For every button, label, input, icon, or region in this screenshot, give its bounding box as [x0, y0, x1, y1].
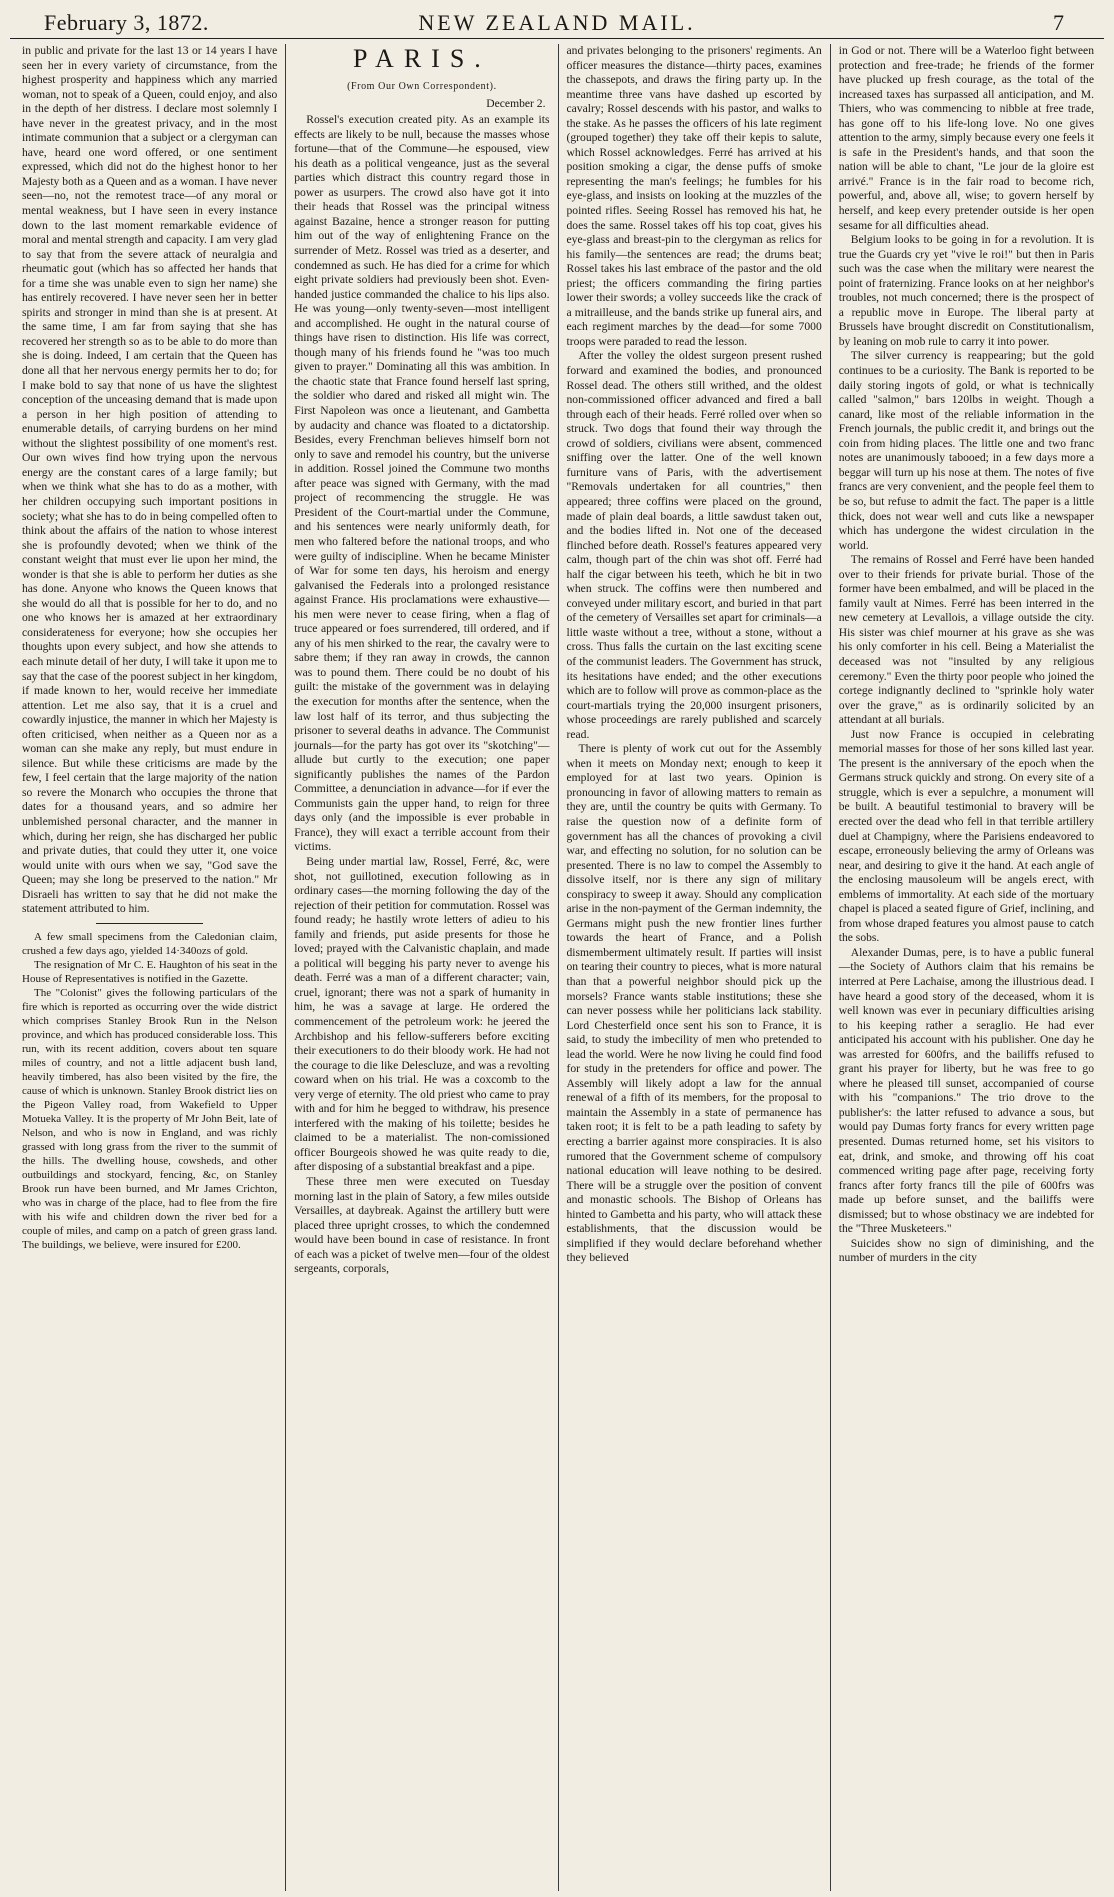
stanley-brook-fire-item: The "Colonist" gives the following particulars of the fire which is reported as occurring over the wide district which comprises Stanley Brook Run in the Nelson province, and which has produced considerable loss. This run, with its recent addition, covers about ten square miles of country, and not a little adjacent bush land, heavily timbered, has also been visited by the fire, the cause of which is unknown. Stanley Brook district lies on the Pigeon Valley road, from Wakefield to Upper Motueka Valley. It is the property of Mr John Beit, late of Nelson, and who is now in England, and was richly grassed with long grass from the river to the summit of the hills. The dwelling house, cowsheds, and other outbuildings and stockyard, fencing, &c, on Stanley Brook run have been burned, and Mr James Crichton, who was in charge of the place, had to flee from the fire with his wife and children down the river bed for a couple of miles, and camp on a patch of green grass land. The buildings, we believe, were insured for £200. — [22, 986, 278, 1251]
paris-paragraph: Rossel's execution created pity. As an example its effects are likely to be null, because the masses whose fortune—that of the Commune—he espoused, view his death as a political vengeance, just as the several parties which distract this country regard those in power as usurpers. The crowd also have got it into their heads that Rossel was the principal witness against Bazaine, hence a stronger reason for putting him out of the way of enlightening France on the surrender of Metz. Rossel was tried as a deserter, and condemned as such. He has died for a crime for which eight private soldiers had previously been shot. Even-handed justice commanded the chalice to his lips also. He was young—only twenty-seven—most intelligent and accomplished. He ought in the natural course of things have risen to distinction. His life was correct, though many of his friends found he "was too much given to prayer." Dominating all this was ambition. In the chaotic state that France found herself last spring, the soldier who dared and risked all might win. The First Napoleon was once a lieutenant, and Gambetta by audacity and chance was floated to a dictatorship. Besides, every Frenchman believes himself born not only to save and remodel his country, but the universe in addition. Rossel joined the Commune two months after peace was signed with Germany, with the mad project of recommencing the struggle. He was President of the Court-martial under the Commune, and his sentences were nearly uniformly death, for men who faltered before the national troops, and who were guilty of indiscipline. When he became Minister of War for some ten days, his heroism and energy galvanised the Federals into a prolonged resistance against France. His proclamations were exhaustive—his men were never to cease firing, when a flag of truce appeared or foes surrendered, till ordered, and if any of his men shirked to the rear, the cavalry were to sabre them; if they ran away in crowds, the cannon was to pound them. There could be no doubt of his guilt: the mistake of the government was in delaying the execution for months after the sentence, when the law lost half of its terror, and thus subjecting the prisoner to several deaths in advance. The Communist journals—for the party has got over its "skotching"—allude but curtly to the execution; one paper significantly publishes the names of the Pardon Committee, a denunciation in advance—for if ever the Communists gain the upper hand, to reign for three days only (and the impossible is ever probable in France), they will exact a terrible account from their victims. — [294, 113, 550, 854]
paris-paragraph: Suicides show no sign of diminishing, and the number of murders in the city — [838, 1236, 1094, 1265]
dateline: December 2. — [486, 96, 546, 110]
section-divider — [96, 923, 203, 924]
correspondent-subheading: (From Our Own Correspondent). — [347, 81, 497, 92]
paris-paragraph: and privates belonging to the prisoners' regiments. An officer measures the distance—thirty paces, examines the chassepots, and draws the firing party up. In the meantime three vans have dashed up escorted by cavalry; Rossel descends with his pastor, and walks to the stake. As he passes the officers of his late regiment (grouped together) they take off their kepis to salute, which Rossel acknowledges. Ferré has arrived at his position smoking a cigar, the dense puffs of smoke representing the man's feelings; he fumbles for his eye-glass, and insists on looking at the muzzles of the pointed rifles. Seeing Rossel has removed his hat, he does the same. Rossel takes off his top coat, gives his eye-glass and breast-pin to the clergyman as relics for his family—the sentences are read; the drums beat; Rossel takes his last embrace of the pastor and the old priest; the officers commanding the firing parties lower their swords; a volley succeeds like the crack of a mitrailleuse, and the bands strike up funeral airs, and each regiment marches by the dead—for some 7000 troops were paraded to read the lesson. — [566, 44, 822, 348]
columns — [14, 44, 1102, 1891]
resignation-item: The resignation of Mr C. E. Haughton of his seat in the House of Representatives is notified in the Gazette. — [22, 958, 278, 985]
column-1 — [14, 44, 285, 1891]
paris-paragraph: Alexander Dumas, pere, is to have a public funeral—the Society of Authors claim that his remains be interred at Pere Lachaise, among the illustrious dead. I have heard a good story of the deceased, whom it is well known was ever in pecuniary difficulties arising to his keeping rather a seraglio. He had ever anticipated his account with his publisher. One day he was arrested for 600frs, and the bailiffs refused to grant his prayer for liberty, but he was free to go where he pleased till sunset, accompanied of course with his "companions." The trio drove to the publisher's: the latter refused to advance a sous, but would pay Dumas forty francs for every written page presented. Dumas returned home, set his visitors to eat, drink, and smoke, and throwing off his coat commenced writing page after page, receiving forty francs after forty francs till the pile of 600frs was made up before sunset, and the bailiffs were dismissed; but to whose obstinacy we are indebted for the "Three Musketeers." — [838, 945, 1094, 1236]
newspaper-title: NEW ZEALAND MAIL. — [418, 10, 696, 35]
paris-paragraph: After the volley the oldest surgeon present rushed forward and examined the bodies, and pronounced Rossel dead. The others still writhed, and the oldest non-commissioned officer advanced and fired a ball through each of their heads. Ferré rolled over when so struck. Two dogs that found their way through the crowd of soldiers, civilians were absent, commenced sniffing over the latter. One of the well known furniture vans of Paris, with the advertisement "Removals undertaken for all countries," then appeared; three coffins were placed on the ground, made of plain deal boards, a little sawdust taken out, and the bodies lifted in. Not one of the deceased flinched before death. Rossel's features appeared very calm, though part of the chin was shot off. Ferré had half the cigar between his teeth, which he bit in two when struck. The coffins were then numbered and conveyed under military escort, and buried in that part of the cemetery of Versailles set apart for criminals—a little waste without a tree, without a stone, without a cross. Thus falls the curtain on the last exciting scene of the communist leaders. The Government has struck, its hesitations have ended; and the other executions which are to follow will prove as common-place as the court-martials trying the 20,000 insurgent prisoners, whose proceedings are rarely published and scarcely read. — [566, 349, 822, 741]
paris-paragraph: in God or not. There will be a Waterloo fight between protection and free-trade; he friends of the former have plucked up fresh courage, as the total of the increased taxes has surpassed all anticipation, and M. Thiers, who was commencing to nibble at free trade, has gone off to his life-long love. No one gives attention to the army, simply because every one feels it is safe in the President's hands, and that soon the nation will be able to chant, "Le jour de la gloire est arrivé." France is in the fair road to become rich, powerful, and, above all, wise; to govern herself by herself, and keep every pretender outside is her open sesame for all difficulties ahead. — [838, 44, 1094, 232]
news-items — [22, 930, 277, 1252]
gold-specimen-item: A few small specimens from the Caledonian claim, crushed a few days ago, yielded 14·340ozs of gold. — [22, 930, 278, 957]
paris-paragraph: Being under martial law, Rossel, Ferré, &c, were shot, not guillotined, execution following as in ordinary cases—the morning following the day of the rejection of their petition for commutation. Rossel was found ready; he hastily wrote letters of adieu to his family and friends, put aside presents for those he loved; prayed with the Calvanistic chaplain, and made a political will begging his party never to avenge his death. Ferré was a man of a different character; vain, cruel, ignorant; there was not a spark of humanity in him, he was a savage at large. He ordered the commencement of the petroleum work: he jeered the Archbishop and his fellow-sufferers before exciting their executioners to do their bloody work. He had not the courage to die like Delescluze, and was a revolting coward when on his trial. He was a coxcomb to the very verge of eternity. The old priest who came to pray with and for him he begged to withdraw, his presence interfered with the making of his toilette; besides he claimed to be a materialist. The non-comissioned officer Bourgeois showed he was quite ready to die, after disposing of a substantial breakfast and a pipe. — [294, 854, 550, 1174]
column-4 — [830, 44, 1102, 1891]
paris-paragraph: The remains of Rossel and Ferré have been handed over to their friends for private burial. Those of the former have been embalmed, and will be placed in the family vault at Nimes. Ferré has been interred in the new cemetery at Levallois, a village outside the city. His sister was chief mourner at his grave as she was his only comforter in his cell. Being a Materialist the deceased was not "insulted by any religious ceremony." Even the thirty poor people who joined the cortege indignantly declined to "sprinkle holy water over the grave," as is ordinarily solicited by an attendant at all burials. — [838, 553, 1094, 727]
page-number: 7 — [1053, 10, 1064, 35]
issue-date: February 3, 1872. — [44, 10, 209, 35]
paris-paragraph: Just now France is occupied in celebrating memorial masses for those of her sons killed last year. The present is the anniversary of the epoch when the Germans struck quickly and strong. On every site of a struggle, which is ever a sepulchre, a monument will be built. A beautiful testimonial to bravery will be erected over the dead who fell in that terrible artillery duel at Champigny, where the Parisiens endeavored to escape, erroneously believing the army of Orleans was near, and desiring to give it the hand. At each angle of the enclosing mausoleum will be angels erect, with emblems of immortality. At each side of the mortuary chapel is placed a seated figure of Grief, inclining, and from whose draped features you almost pause to catch the sobs. — [838, 727, 1094, 945]
queen-article-text: in public and private for the last 13 or 14 years I have seen her in every variety of circumstance, from the highest prosperity and happiness which any married woman, not to speak of a Queen, could enjoy, and also in the depth of her distress. I declare most solemnly I have never in the greatest privacy, and in the most intimate communion that a subject or a clergyman can have, heard one word offered, or one sentiment expressed, which did not do the highest honor to her Majesty both as a Queen and as a woman. I have never seen—no, not the remotest trace—of any moral or mental weakness, but I have seen in every instance down to the last moment remarkable evidence of moral and mental strength and capacity. I am very glad to say that from the severe attack of neuralgia and rheumatic gout (which has so affected her hands that for a time she was unable even to sign her name) she has entirely recovered. I have never seen her in better spirits and stronger in mind than she is at present. At the same time, I am far from saying that she has recovered her strength so as to be able to do more than she is doing. Indeed, I am certain that the Queen has done all that her nervous energy permits her to do; for I make bold to say that none of us have the slightest conception of the unceasing demand that is made upon a person in her high position of attending to enumerable details, of carrying burdens on her mind without the slightest possibility of one moment's rest. Our own wives find how trying upon the nervous energy are the constant cares of a large family; but when we think what she has to do as a mother, with her children occupying such important positions in society; what she has to do in being compelled often to think about the affairs of the nation to whose interest she is profoundly devoted; when we think of the constant weight that must ever lie upon her mind, the wonder is that she is able to perform her duties as she has done. Anyone who knows the Queen knows that she would do all that is possible for her to do, and no one who knows her is amazed at her extraordinary considerateness for everyone; how she occupies her thoughts upon every subject, and how she attends to each minute detail of her duty, I will take it upon me to say that the case of the poorest subject in her kingdom, if made known to her, would receive her immediate attention. Let me also say, that it is a cruel and cowardly injustice, the manner in which her Majesty is often criticised, when neither as a Queen nor as a woman can she make any reply, but must endure in silence. But while these criticisms are made by the few, I feel certain that the large majority of the nation so revere the Monarch who occupies the throne that dates for a thousand years, and so admire her unblemished personal character, and the manner in which, during her reign, she has discharged her public and private duties, that could they utter it, one voice would unite with ours when we say, "God save the Queen; may she long be preserved to the nation." Mr Disraeli has written to say that he did not make the statement attributed to him. — [22, 44, 278, 916]
masthead — [10, 8, 1104, 39]
paris-paragraph: There is plenty of work cut out for the Assembly when it meets on Monday next; enough to keep it employed for at last two years. Opinion is pronouncing in favor of allowing matters to remain as they are, until the country be quits with Germany. To raise the question now of a definite form of government has all the chances of provoking a civil war, and effecting no solution, for no solution can be presented. There is no law to compel the Assembly to dissolve itself, nor is there any sign of military conspiracy to sweep it away. Should any complication arise in the non-payment of the German indemnity, the Germans might push the new frontier lines further towards the heart of France, and a Polish dismemberment ultimately result. If parties will insist on tearing their country to pieces, what is more natural than that a powerful neighbor should pick up the morsels? France wants stable institutions; these she can never possess while her politicians lack stability. Lord Chesterfield once sent his son to France, it is said, to study the imbecility of men who pretended to lead the world. Were he now living he could find food for study in the pretenders for office and power. The Assembly will likely adopt a law for the annual renewal of a fifth of its members, for the proposal to maintain the Assembly in a state of permanence has taken root; it is felt to be a path leading to safety by erecting a barrier against more conspiracies. It is also rumored that the Government scheme of compulsory national education will leave nothing to be desired. There will be a struggle over the position of convent and monastic schools. The Bishop of Orleans has hinted to Gambetta and his party, who will attack these establishments, that the discussion would be simplified if they would declare beforehand whether they believed — [566, 742, 822, 1265]
paris-heading: PARIS. — [352, 44, 491, 73]
column-2 — [285, 44, 557, 1891]
column-3 — [558, 44, 830, 1891]
paris-paragraph: These three men were executed on Tuesday morning last in the plain of Satory, a few miles outside Versailles, at daybreak. Against the artillery butt were placed three upright crosses, to which the condemned would have been bound in case of resistance. In front of each was a picket of twelve men—four of the oldest sergeants, corporals, — [294, 1175, 550, 1276]
paris-paragraph: Belgium looks to be going in for a revolution. It is true the Guards cry yet "vive le roi!" but then in Paris such was the case when the military were nearest the point of fraternizing. France looks on at her neighbor's troubles, not much concerned; there is the prospect of a republic move in Europe. The liberal party at Brussels have brought discredit on Constitutionalism, by leaning on mob rule to carry it into power. — [838, 233, 1094, 348]
paris-paragraph: The silver currency is reappearing; but the gold continues to be a curiosity. The Bank is reported to be daily storing ingots of gold, or what is technically called "salmon," bars 120lbs in weight. Though a canard, like most of the reliable information in the French journals, the public credit it, and brings out the coin from hiding places. The little one and two franc notes are unanimously tabooed; in a few days more a beggar will turn up his nose at them. The notes of five francs are very convenient, and the people feel them to be so, but refuse to admit the fact. The paper is a little thick, does not wear well and cuts like a newspaper which has undergone the widest circulation in the world. — [838, 349, 1094, 552]
